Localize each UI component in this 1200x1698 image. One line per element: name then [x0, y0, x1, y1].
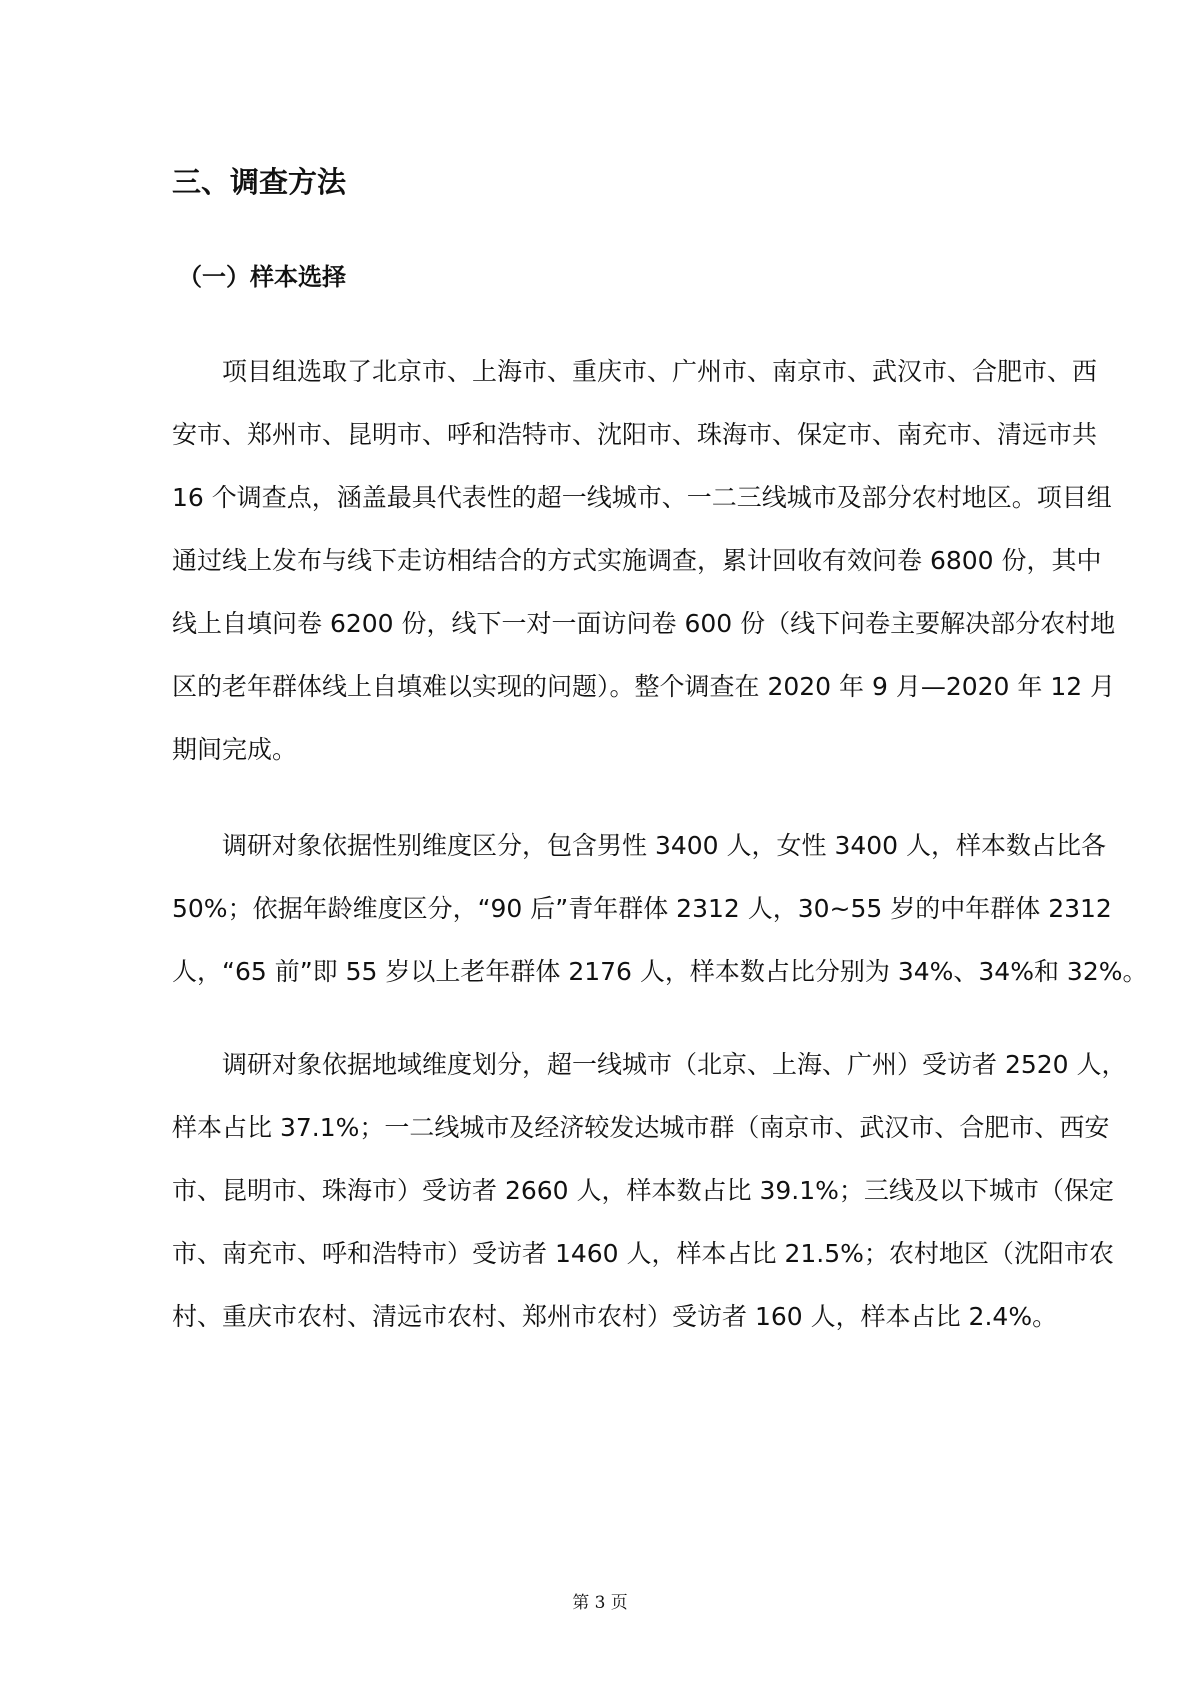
- text-line: 村、重庆市农村、清远市农村、郑州市农村）受访者 160 人，样本占比 2.4%。: [172, 1302, 1058, 1331]
- text-line: 调研对象依据地域维度划分，超一线城市（北京、上海、广州）受访者 2520 人，: [222, 1050, 1127, 1079]
- paragraph-sample-selection: [172, 340, 1116, 781]
- paragraph-region: [172, 1033, 1127, 1348]
- text-line: 区的老年群体线上自填难以实现的问题）。整个调查在 2020 年 9 月—2020 年 12 月: [172, 672, 1116, 701]
- text-line: 50%；依据年龄维度区分，“90 后”青年群体 2312 人，30~55 岁的中年群体 2312: [172, 894, 1112, 923]
- text-line: 期间完成。: [172, 735, 298, 764]
- paragraph-gender-age: [172, 814, 1148, 1003]
- text-line: 人，“65 前”即 55 岁以上老年群体 2176 人，样本数占比分别为 34%、34%和 32%。: [172, 957, 1148, 986]
- page-number: 第 3 页: [572, 1593, 628, 1613]
- text-line: 样本占比 37.1%；一二线城市及经济较发达城市群（南京市、武汉市、合肥市、西安: [172, 1113, 1110, 1142]
- text-line: 项目组选取了北京市、上海市、重庆市、广州市、南京市、武汉市、合肥市、西: [222, 357, 1098, 386]
- text-line: 16 个调查点，涵盖最具代表性的超一线城市、一二三线城市及部分农村地区。项目组: [172, 483, 1112, 512]
- text-line: 市、南充市、呼和浩特市）受访者 1460 人，样本占比 21.5%；农村地区（沈阳市农: [172, 1239, 1114, 1268]
- text-line: 调研对象依据性别维度区分，包含男性 3400 人，女性 3400 人，样本数占比各: [222, 831, 1107, 860]
- subsection-heading: （一）样本选择: [178, 263, 346, 291]
- text-line: 线上自填问卷 6200 份，线下一对一面访问卷 600 份（线下问卷主要解决部分农村地: [172, 609, 1116, 638]
- section-heading: 三、调查方法: [172, 165, 347, 199]
- text-line: 安市、郑州市、昆明市、呼和浩特市、沈阳市、珠海市、保定市、南充市、清远市共: [172, 420, 1098, 449]
- text-line: 市、昆明市、珠海市）受访者 2660 人，样本数占比 39.1%；三线及以下城市（保定: [172, 1176, 1114, 1205]
- text-line: 通过线上发布与线下走访相结合的方式实施调查，累计回收有效问卷 6800 份，其中: [172, 546, 1102, 575]
